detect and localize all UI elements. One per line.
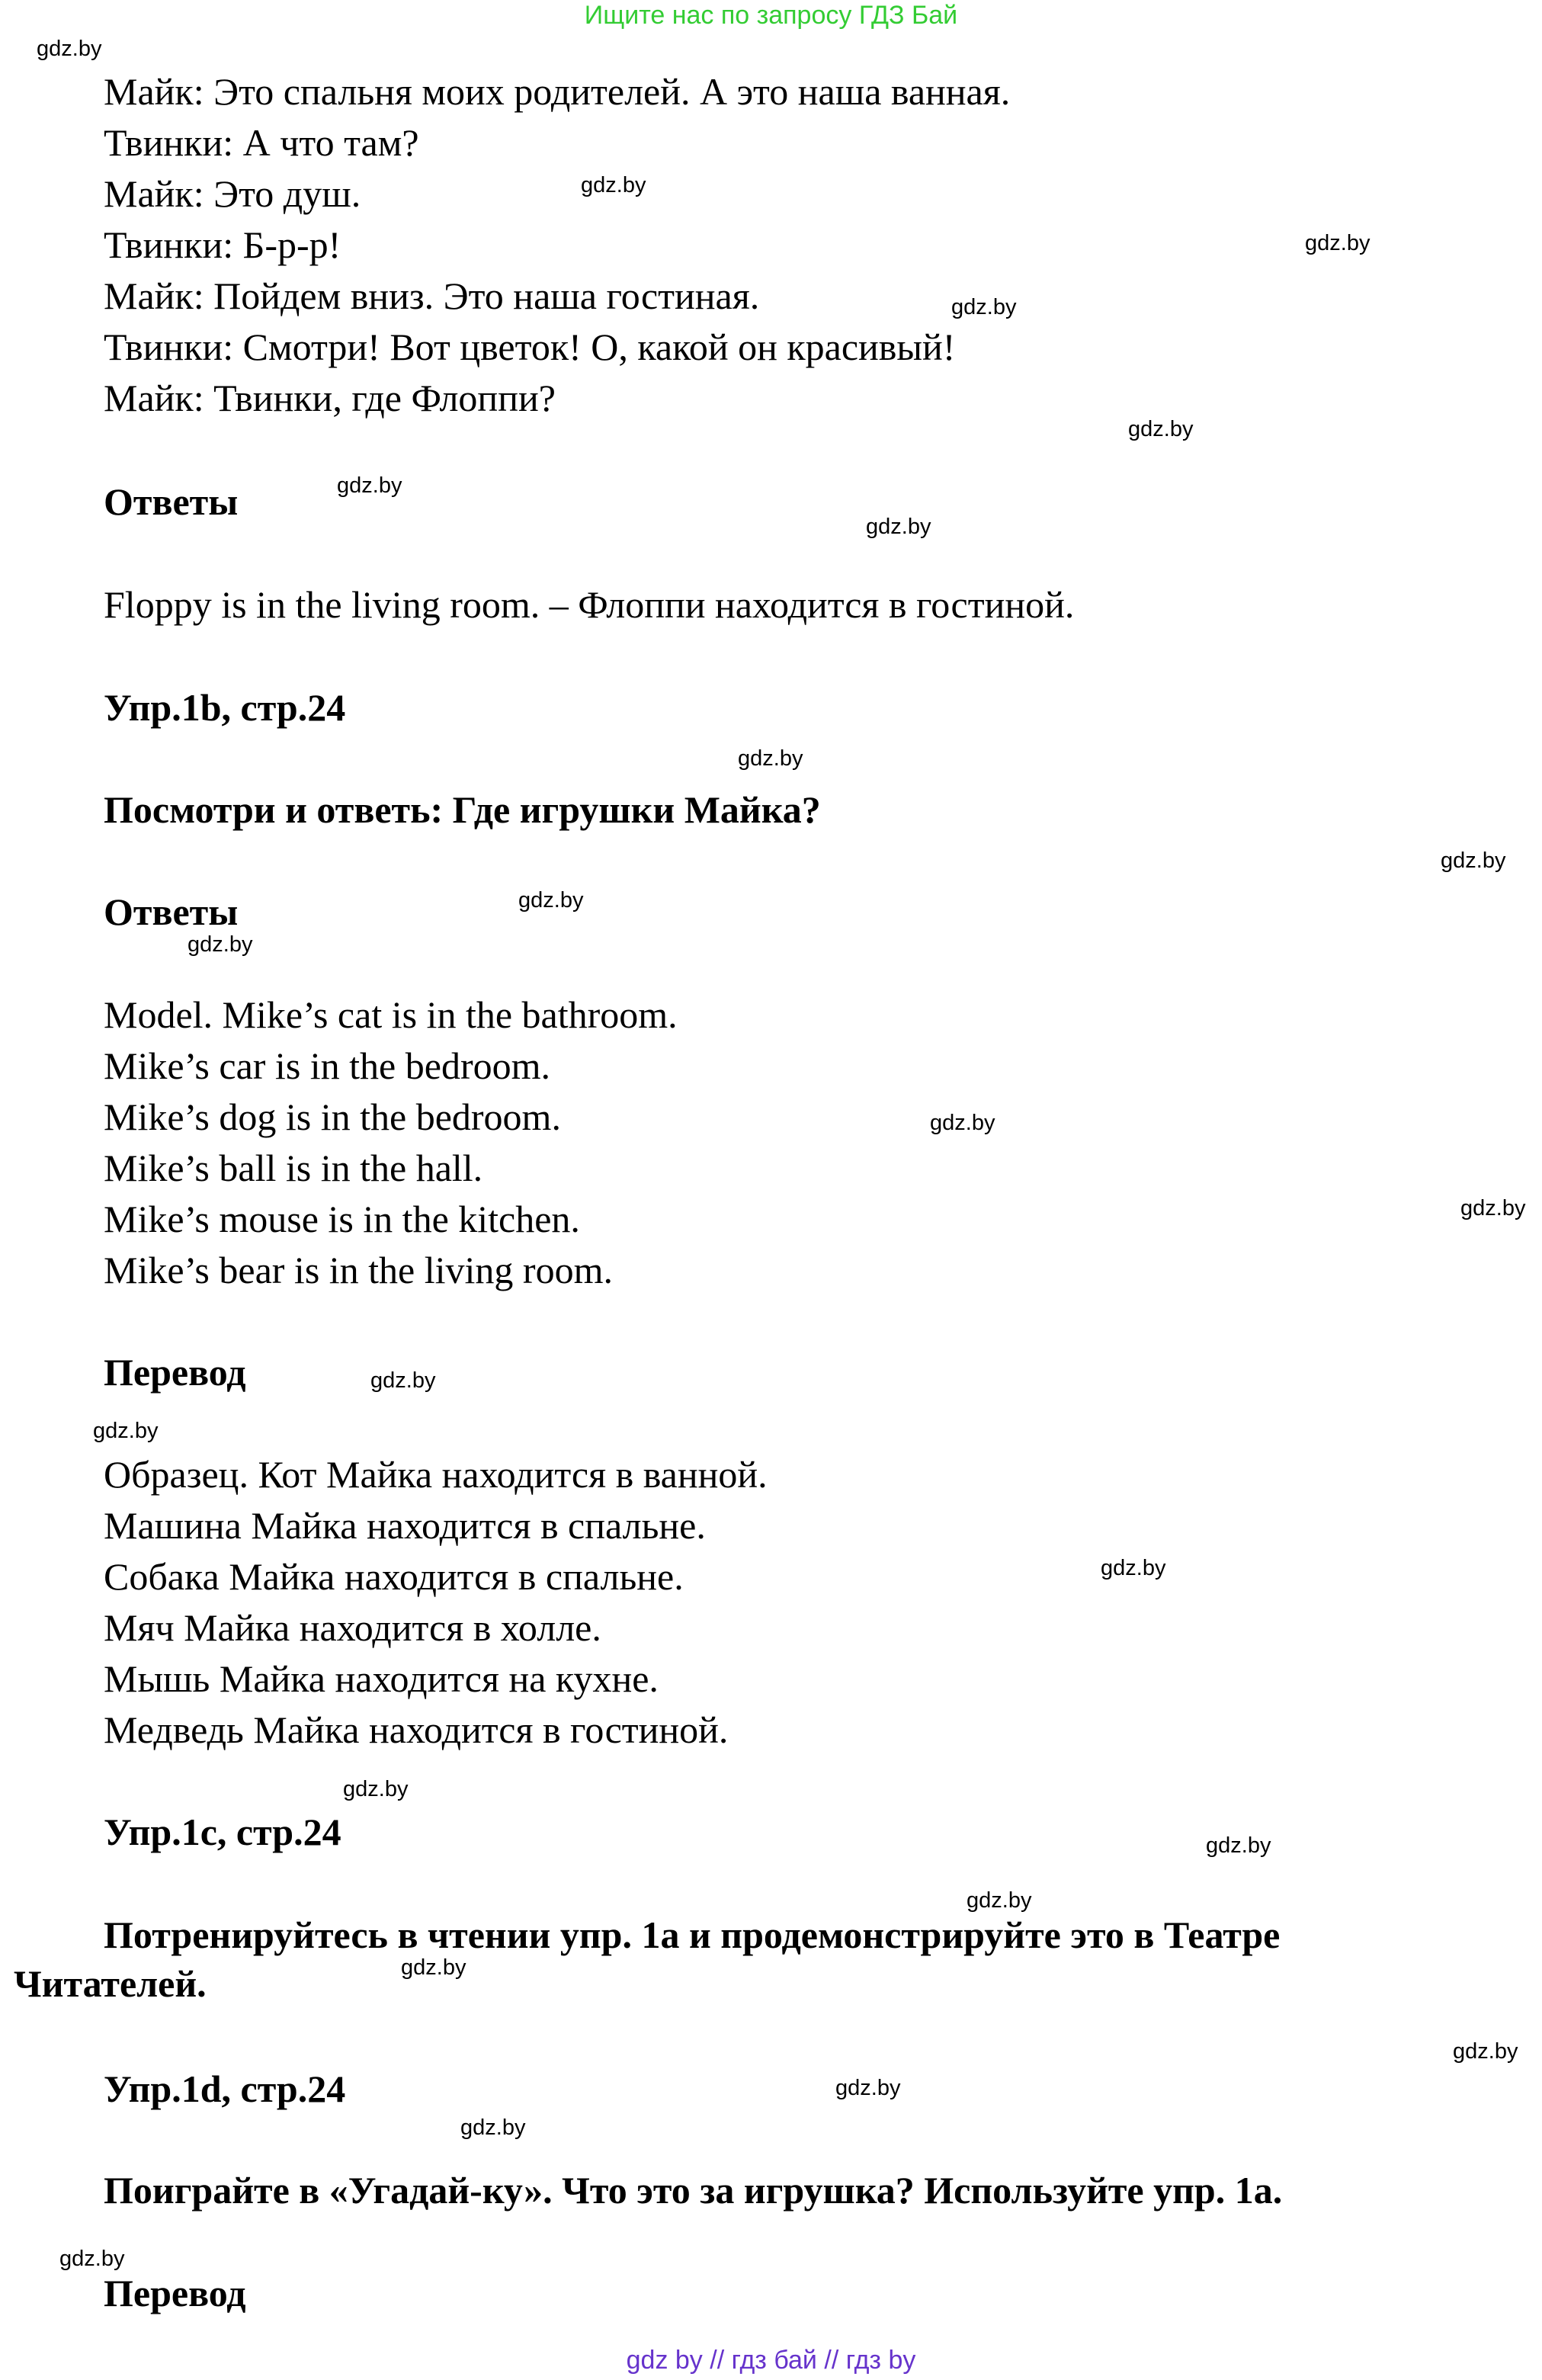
- exercise-title: Упр.1b, стр.24: [104, 686, 346, 729]
- answer-line: Mike’s mouse is in the kitchen.: [104, 1198, 580, 1240]
- watermark: gdz.by: [951, 295, 1017, 319]
- watermark: gdz.by: [460, 2115, 526, 2140]
- watermark: gdz.by: [1441, 848, 1506, 873]
- watermark: gdz.by: [930, 1111, 995, 1135]
- watermark: gdz.by: [1453, 2039, 1518, 2064]
- watermark: gdz.by: [866, 515, 931, 539]
- watermark: gdz.by: [1128, 417, 1194, 441]
- translation-line: Собака Майка находится в спальне.: [104, 1555, 684, 1598]
- answers-heading: Ответы: [104, 480, 239, 523]
- watermark: gdz.by: [401, 1955, 466, 1980]
- answer-line: Mike’s ball is in the hall.: [104, 1147, 483, 1189]
- answer-line: Floppy is in the living room. – Флоппи находится в гостиной.: [104, 583, 1075, 626]
- answer-line: Mike’s car is in the bedroom.: [104, 1044, 550, 1087]
- dialogue-line: Майк: Это душ.: [104, 172, 361, 215]
- watermark: gdz.by: [188, 932, 253, 957]
- translation-line: Мышь Майка находится на кухне.: [104, 1657, 659, 1700]
- bottom-banner-link[interactable]: gdz by // гдз бай // гдз by: [626, 2346, 916, 2375]
- watermark: gdz.by: [37, 37, 102, 61]
- watermark: gdz.by: [1206, 1833, 1271, 1858]
- answer-line: Mike’s bear is in the living room.: [104, 1249, 613, 1291]
- translation-line: Образец. Кот Майка находится в ванной.: [104, 1453, 768, 1496]
- watermark: gdz.by: [518, 888, 584, 913]
- answers-heading: Ответы: [104, 890, 239, 933]
- exercise-task: Посмотри и ответь: Где игрушки Майка?: [104, 788, 821, 831]
- watermark: gdz.by: [59, 2247, 125, 2271]
- exercise-task: Поиграйте в «Угадай-ку». Что это за игрушка? Используйте упр. 1a.: [104, 2169, 1283, 2212]
- watermark: gdz.by: [1305, 231, 1370, 255]
- watermark: gdz.by: [835, 2076, 901, 2100]
- dialogue-line: Майк: Твинки, где Флоппи?: [104, 377, 556, 419]
- translation-line: Мяч Майка находится в холле.: [104, 1606, 601, 1649]
- translation-line: Медведь Майка находится в гостиной.: [104, 1708, 729, 1751]
- watermark: gdz.by: [581, 173, 646, 197]
- watermark: gdz.by: [343, 1777, 409, 1801]
- translation-heading: Перевод: [104, 1351, 246, 1394]
- watermark: gdz.by: [1460, 1196, 1526, 1220]
- exercise-task: Читателей.: [14, 1962, 207, 2005]
- exercise-task: Потренируйтесь в чтении упр. 1a и продемонстрируйте это в Театре: [104, 1913, 1281, 1956]
- watermark: gdz.by: [93, 1419, 159, 1443]
- answer-line: Mike’s dog is in the bedroom.: [104, 1095, 561, 1138]
- dialogue-line: Майк: Пойдем вниз. Это наша гостиная.: [104, 274, 760, 317]
- watermark: gdz.by: [1101, 1556, 1166, 1580]
- dialogue-line: Твинки: Б-р-р!: [104, 223, 341, 266]
- translation-line: Машина Майка находится в спальне.: [104, 1504, 706, 1547]
- watermark: gdz.by: [738, 746, 803, 771]
- exercise-title: Упр.1c, стр.24: [104, 1811, 341, 1853]
- watermark: gdz.by: [337, 473, 402, 498]
- watermark: gdz.by: [370, 1368, 436, 1393]
- exercise-title: Упр.1d, стр.24: [104, 2067, 346, 2110]
- dialogue-line: Твинки: А что там?: [104, 121, 419, 164]
- dialogue-line: Майк: Это спальня моих родителей. А это наша ванная.: [104, 70, 1011, 113]
- watermark: gdz.by: [967, 1888, 1032, 1913]
- top-banner-link[interactable]: Ищите нас по запросу ГДЗ Бай: [584, 1, 958, 30]
- answer-line: Model. Mike’s cat is in the bathroom.: [104, 993, 678, 1036]
- dialogue-line: Твинки: Смотри! Вот цветок! О, какой он красивый!: [104, 326, 956, 368]
- translation-heading: Перевод: [104, 2272, 246, 2314]
